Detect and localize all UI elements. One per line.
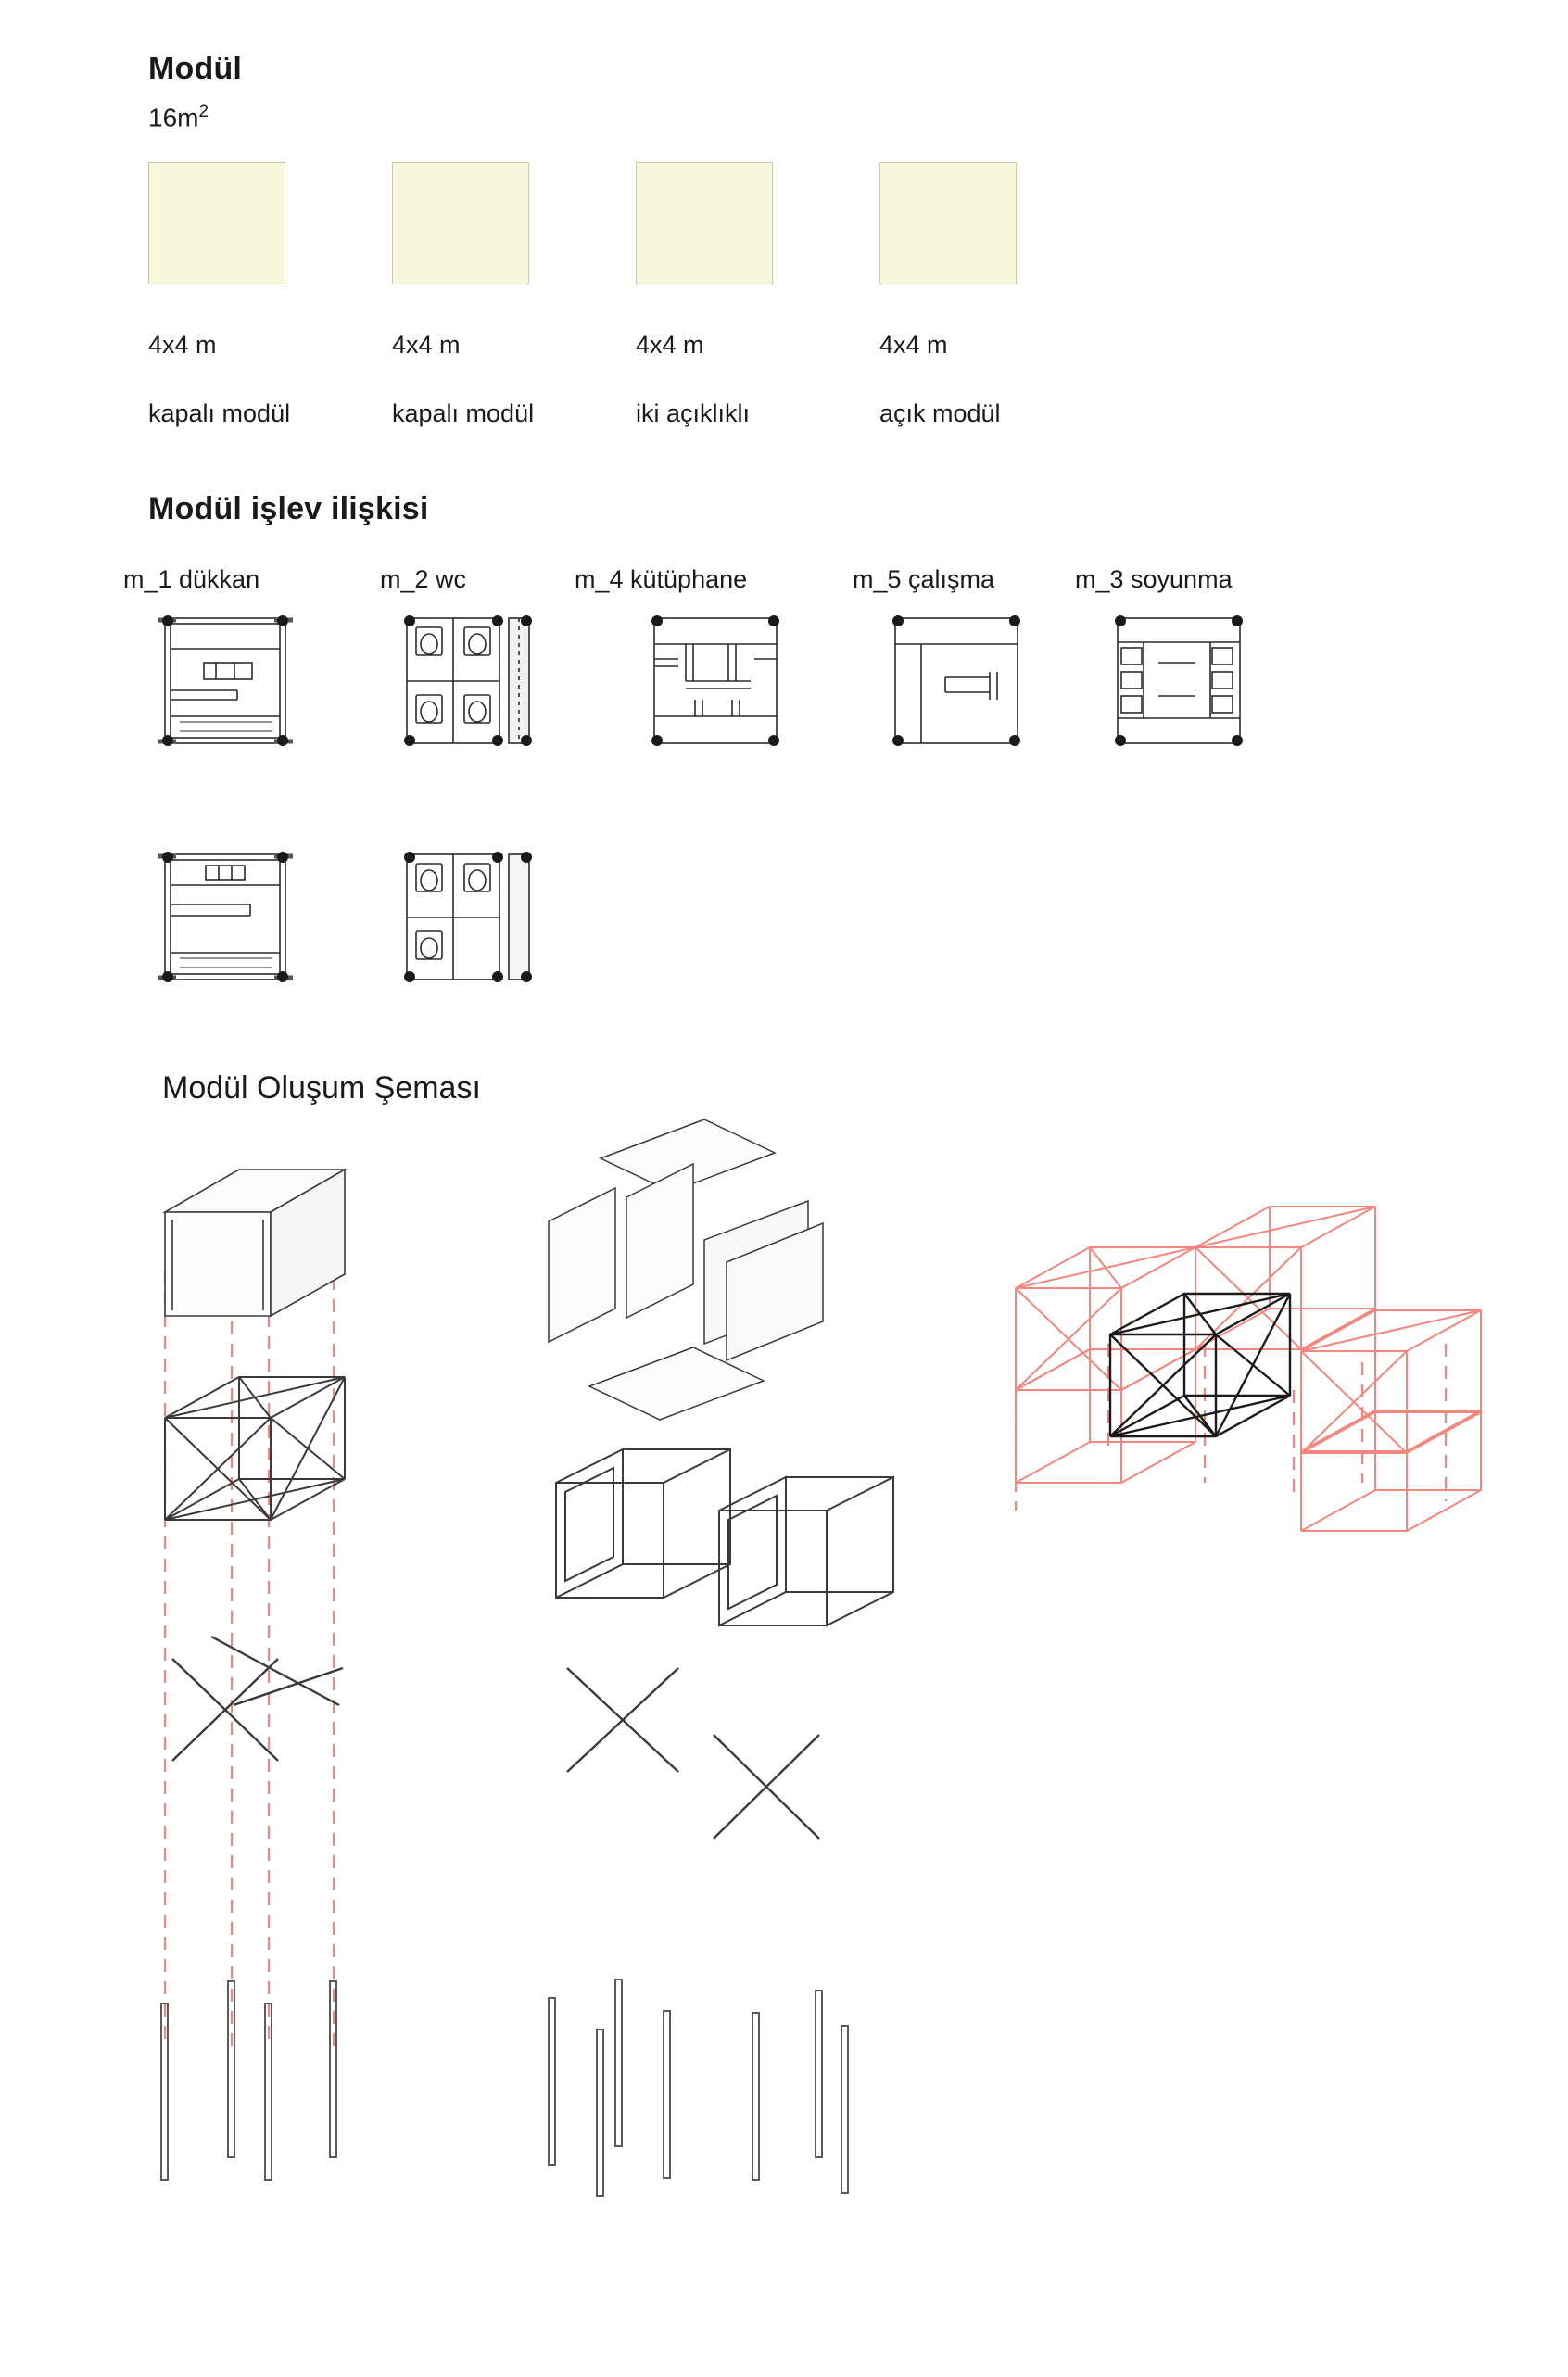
modul-swatch-desc: iki açıklıklı xyxy=(636,399,751,427)
stage-cross-members xyxy=(172,1637,343,1761)
stage-vertical-members xyxy=(549,1979,848,2196)
modul-swatch-size: 4x4 m xyxy=(148,331,217,359)
modul-swatch-caption xyxy=(636,294,886,431)
modul-swatch-square xyxy=(879,162,1017,284)
stage-frames xyxy=(556,1449,893,1625)
plan-drawing-m1-dukkan-alt xyxy=(148,843,315,1010)
plan-drawing-m5-calisma xyxy=(880,607,1047,774)
plan-drawing-m2-wc-alt xyxy=(394,843,561,1010)
focus-module xyxy=(1110,1294,1290,1436)
plan-drawing-m3-soyunma xyxy=(1103,607,1270,774)
stage-panels xyxy=(549,1119,823,1420)
modul-area-exponent: 2 xyxy=(198,102,209,121)
modul-swatch-item xyxy=(879,162,1130,431)
modul-swatch-caption xyxy=(879,294,1130,431)
modul-area-label xyxy=(148,102,209,133)
modul-swatch-square xyxy=(636,162,773,284)
modul-swatch-caption xyxy=(148,294,398,431)
modul-swatch-square xyxy=(392,162,529,284)
modul-swatch-size: 4x4 m xyxy=(636,331,704,359)
modul-swatch-caption xyxy=(392,294,642,431)
plan-label-m3: m_3 soyunma xyxy=(1075,565,1233,593)
plan-label-m1: m_1 dükkan xyxy=(123,565,260,593)
modul-swatch-square xyxy=(148,162,285,284)
modul-swatch-item xyxy=(636,162,886,431)
plan-drawing-m4-kutuphane xyxy=(639,607,806,774)
olusum-heading: Modül Oluşum Şeması xyxy=(162,1070,481,1106)
stage-x-braces xyxy=(567,1668,819,1839)
modul-swatch-size: 4x4 m xyxy=(879,331,948,359)
modul-area-value: 16m xyxy=(148,103,199,133)
modul-swatch-desc: açık modül xyxy=(879,399,1001,427)
stage-braced-cube xyxy=(165,1377,345,1520)
plan-label-m5: m_5 çalışma xyxy=(853,565,995,593)
section-modul xyxy=(0,0,1568,436)
plan-drawing-m1-dukkan xyxy=(148,607,315,774)
stage-closed-volume xyxy=(165,1170,345,1316)
modul-heading: Modül xyxy=(148,51,243,86)
modul-swatch-item xyxy=(392,162,642,431)
plan-label-m2: m_2 wc xyxy=(380,565,467,593)
plan-label-m4: m_4 kütüphane xyxy=(575,565,748,593)
modul-swatch-desc: kapalı modül xyxy=(148,399,291,427)
modul-swatch-item xyxy=(148,162,398,431)
olusum-diagram xyxy=(0,1112,1568,2372)
plan-drawing-m2-wc xyxy=(394,607,561,774)
modul-swatch-desc: kapalı modül xyxy=(392,399,535,427)
guide-lines-left xyxy=(165,1233,334,2048)
modul-swatch-size: 4x4 m xyxy=(392,331,461,359)
islev-heading: Modül işlev ilişkisi xyxy=(148,491,429,526)
stage-columns-left xyxy=(161,1981,336,2180)
stage-module-array xyxy=(1016,1207,1481,1531)
